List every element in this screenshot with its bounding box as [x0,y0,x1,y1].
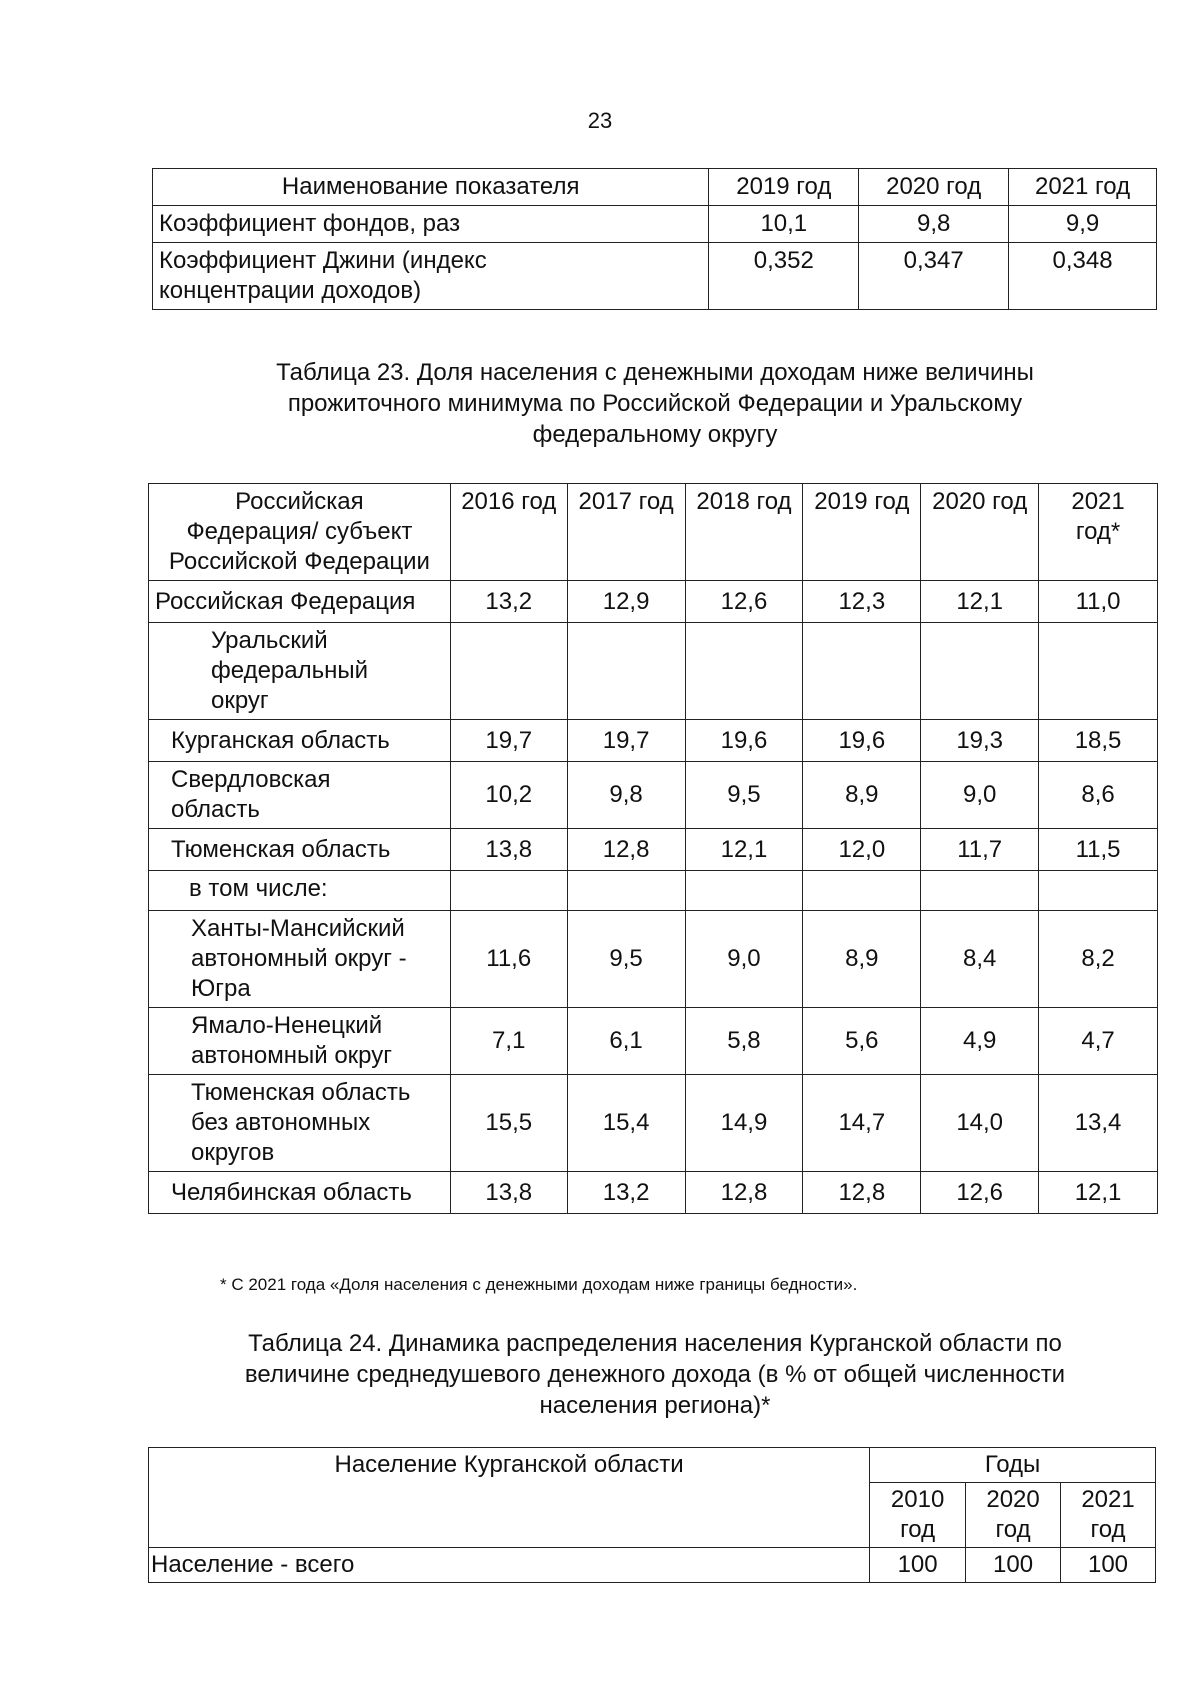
column-header [1039,484,1158,581]
cell-value: 11,5 [1039,829,1158,871]
header-line: год [995,1516,1031,1543]
cell-value: 15,4 [567,1075,685,1172]
table-row [149,871,1158,911]
row-label-line: округов [191,1139,275,1166]
cell-value: 9,8 [859,206,1009,243]
cell-value: 4,9 [921,1008,1039,1075]
row-label: Коэффициент фондов, раз [153,206,709,243]
table-row [149,1008,1158,1075]
empty-cell [1039,623,1158,720]
cell-value: 12,9 [567,581,685,623]
column-header: 2019 год [803,484,921,581]
row-label-line: Ямало-Ненецкий [191,1012,383,1039]
cell-value: 9,8 [567,762,685,829]
caption-line: Таблица 24. Динамика распределения населения Курганской области по [248,1330,1062,1357]
cell-value: 14,7 [803,1075,921,1172]
header-line: год [900,1516,936,1543]
table-23-caption [150,357,1160,450]
row-label-line: область [171,796,260,823]
cell-value: 11,7 [921,829,1039,871]
row-label [149,762,451,829]
header-line: год* [1075,518,1121,545]
row-label [149,1008,451,1075]
cell-value: 6,1 [567,1008,685,1075]
cell-value: 0,347 [859,243,1009,310]
empty-cell [921,871,1039,911]
cell-value: 19,7 [450,720,567,762]
cell-value: 9,5 [685,762,803,829]
cell-value: 13,2 [450,581,567,623]
cell-value: 13,8 [450,1172,567,1214]
column-header: 2018 год [685,484,803,581]
cell-value: 12,6 [685,581,803,623]
table-row [149,1075,1158,1172]
table-header-row [149,1448,1156,1483]
column-header: Наименование показателя [153,169,709,206]
header-line: 2020 [986,1486,1040,1513]
empty-cell [450,623,567,720]
header-line: Российской Федерации [168,548,430,575]
caption-line: населения региона)* [539,1392,771,1419]
cell-value: 12,6 [921,1172,1039,1214]
cell-value: 19,7 [567,720,685,762]
cell-value: 0,352 [709,243,859,310]
cell-value: 9,9 [1009,206,1157,243]
cell-value: 13,2 [567,1172,685,1214]
cell-value: 8,9 [803,911,921,1008]
cell-value: 12,1 [1039,1172,1158,1214]
empty-cell [685,623,803,720]
header-line: 2010 [890,1486,945,1513]
empty-cell [921,623,1039,720]
cell-value: 8,6 [1039,762,1158,829]
cell-value: 10,1 [709,206,859,243]
header-line: 2021 [1081,1486,1135,1513]
empty-cell [450,871,567,911]
caption-line: Таблица 23. Доля населения с денежными доходам ниже величины [276,359,1034,386]
row-label-line: Ханты-Мансийский [191,915,405,942]
column-header-region [149,484,451,581]
cell-value: 100 [966,1548,1061,1583]
column-header: 2021 год [1009,169,1157,206]
empty-cell [685,871,803,911]
row-label-line: округ [211,687,269,714]
row-label-line: федеральный [211,657,369,684]
row-label-line: Свердловская [171,766,331,793]
row-label [149,623,451,720]
cell-value: 5,6 [803,1008,921,1075]
cell-value: 18,5 [1039,720,1158,762]
cell-value: 12,8 [803,1172,921,1214]
cell-value: 12,3 [803,581,921,623]
column-header: 2017 год [567,484,685,581]
cell-value: 14,9 [685,1075,803,1172]
cell-value: 8,2 [1039,911,1158,1008]
row-label [153,243,709,310]
cell-value: 100 [870,1548,966,1583]
row-label-line: Югра [191,975,251,1002]
row-label-line: Коэффициент Джини (индекс [159,247,487,274]
table-header-row [153,169,1157,206]
row-label: Население - всего [149,1548,870,1583]
cell-value: 8,4 [921,911,1039,1008]
column-header [870,1483,966,1548]
column-header [1061,1483,1156,1548]
cell-value: 9,0 [685,911,803,1008]
page-number: 23 [587,108,613,133]
caption-line: прожиточного минимума по Российской Федерации и Уральскому [287,390,1023,417]
table-row [149,1548,1156,1583]
empty-cell [803,871,921,911]
cell-value: 19,3 [921,720,1039,762]
table-row [149,1172,1158,1214]
row-label: в том числе: [149,871,451,911]
cell-value: 10,2 [450,762,567,829]
row-label-line: Уральский [211,627,328,654]
cell-value: 12,1 [921,581,1039,623]
cell-value: 19,6 [685,720,803,762]
table-row [149,720,1158,762]
cell-value: 7,1 [450,1008,567,1075]
cell-value: 9,0 [921,762,1039,829]
column-header: 2019 год [709,169,859,206]
table-row [149,911,1158,1008]
column-header-population: Население Курганской области [149,1448,870,1548]
table-row [149,623,1158,720]
row-label-line: концентрации доходов) [159,277,422,304]
table-row [149,829,1158,871]
table-24 [148,1447,1156,1583]
cell-value: 12,0 [803,829,921,871]
row-label: Тюменская область [149,829,451,871]
header-line: Федерация/ субъект [186,518,413,545]
header-line: год [1090,1516,1126,1543]
row-label: Челябинская область [149,1172,451,1214]
cell-value: 4,7 [1039,1008,1158,1075]
cell-value: 14,0 [921,1075,1039,1172]
row-label: Курганская область [149,720,451,762]
row-label-line: без автономных [191,1109,371,1136]
cell-value: 13,4 [1039,1075,1158,1172]
row-label-line: Тюменская область [191,1079,411,1106]
empty-cell [803,623,921,720]
indicator-table [152,168,1157,310]
column-header: 2016 год [450,484,567,581]
cell-value: 5,8 [685,1008,803,1075]
header-line: 2021 [1071,488,1125,515]
header-line: Российская [235,488,364,515]
table-row [153,243,1157,310]
column-header [966,1483,1061,1548]
caption-line: федеральному округу [532,421,778,448]
caption-line: величине среднедушевого денежного дохода (в % от общей численности [244,1361,1066,1388]
cell-value: 19,6 [803,720,921,762]
cell-value: 9,5 [567,911,685,1008]
cell-value: 15,5 [450,1075,567,1172]
row-label-line: автономный округ - [191,945,407,972]
cell-value: 12,8 [567,829,685,871]
cell-value: 0,348 [1009,243,1157,310]
table-23 [148,483,1158,1214]
cell-value: 12,8 [685,1172,803,1214]
cell-value: 13,8 [450,829,567,871]
cell-value: 100 [1061,1548,1156,1583]
table-row [149,581,1158,623]
column-group-header: Годы [870,1448,1156,1483]
cell-value: 8,9 [803,762,921,829]
row-label: Российская Федерация [149,581,451,623]
table-24-caption [150,1328,1160,1421]
table-row [153,206,1157,243]
cell-value: 11,6 [450,911,567,1008]
row-label [149,1075,451,1172]
empty-cell [567,623,685,720]
cell-value: 12,1 [685,829,803,871]
cell-value: 11,0 [1039,581,1158,623]
table-row [149,762,1158,829]
row-label [149,911,451,1008]
column-header: 2020 год [921,484,1039,581]
empty-cell [567,871,685,911]
footnote: * С 2021 года «Доля населения с денежными доходам ниже границы бедности». [220,1275,858,1294]
empty-cell [1039,871,1158,911]
table-header-row [149,484,1158,581]
row-label-line: автономный округ [191,1042,392,1069]
column-header: 2020 год [859,169,1009,206]
